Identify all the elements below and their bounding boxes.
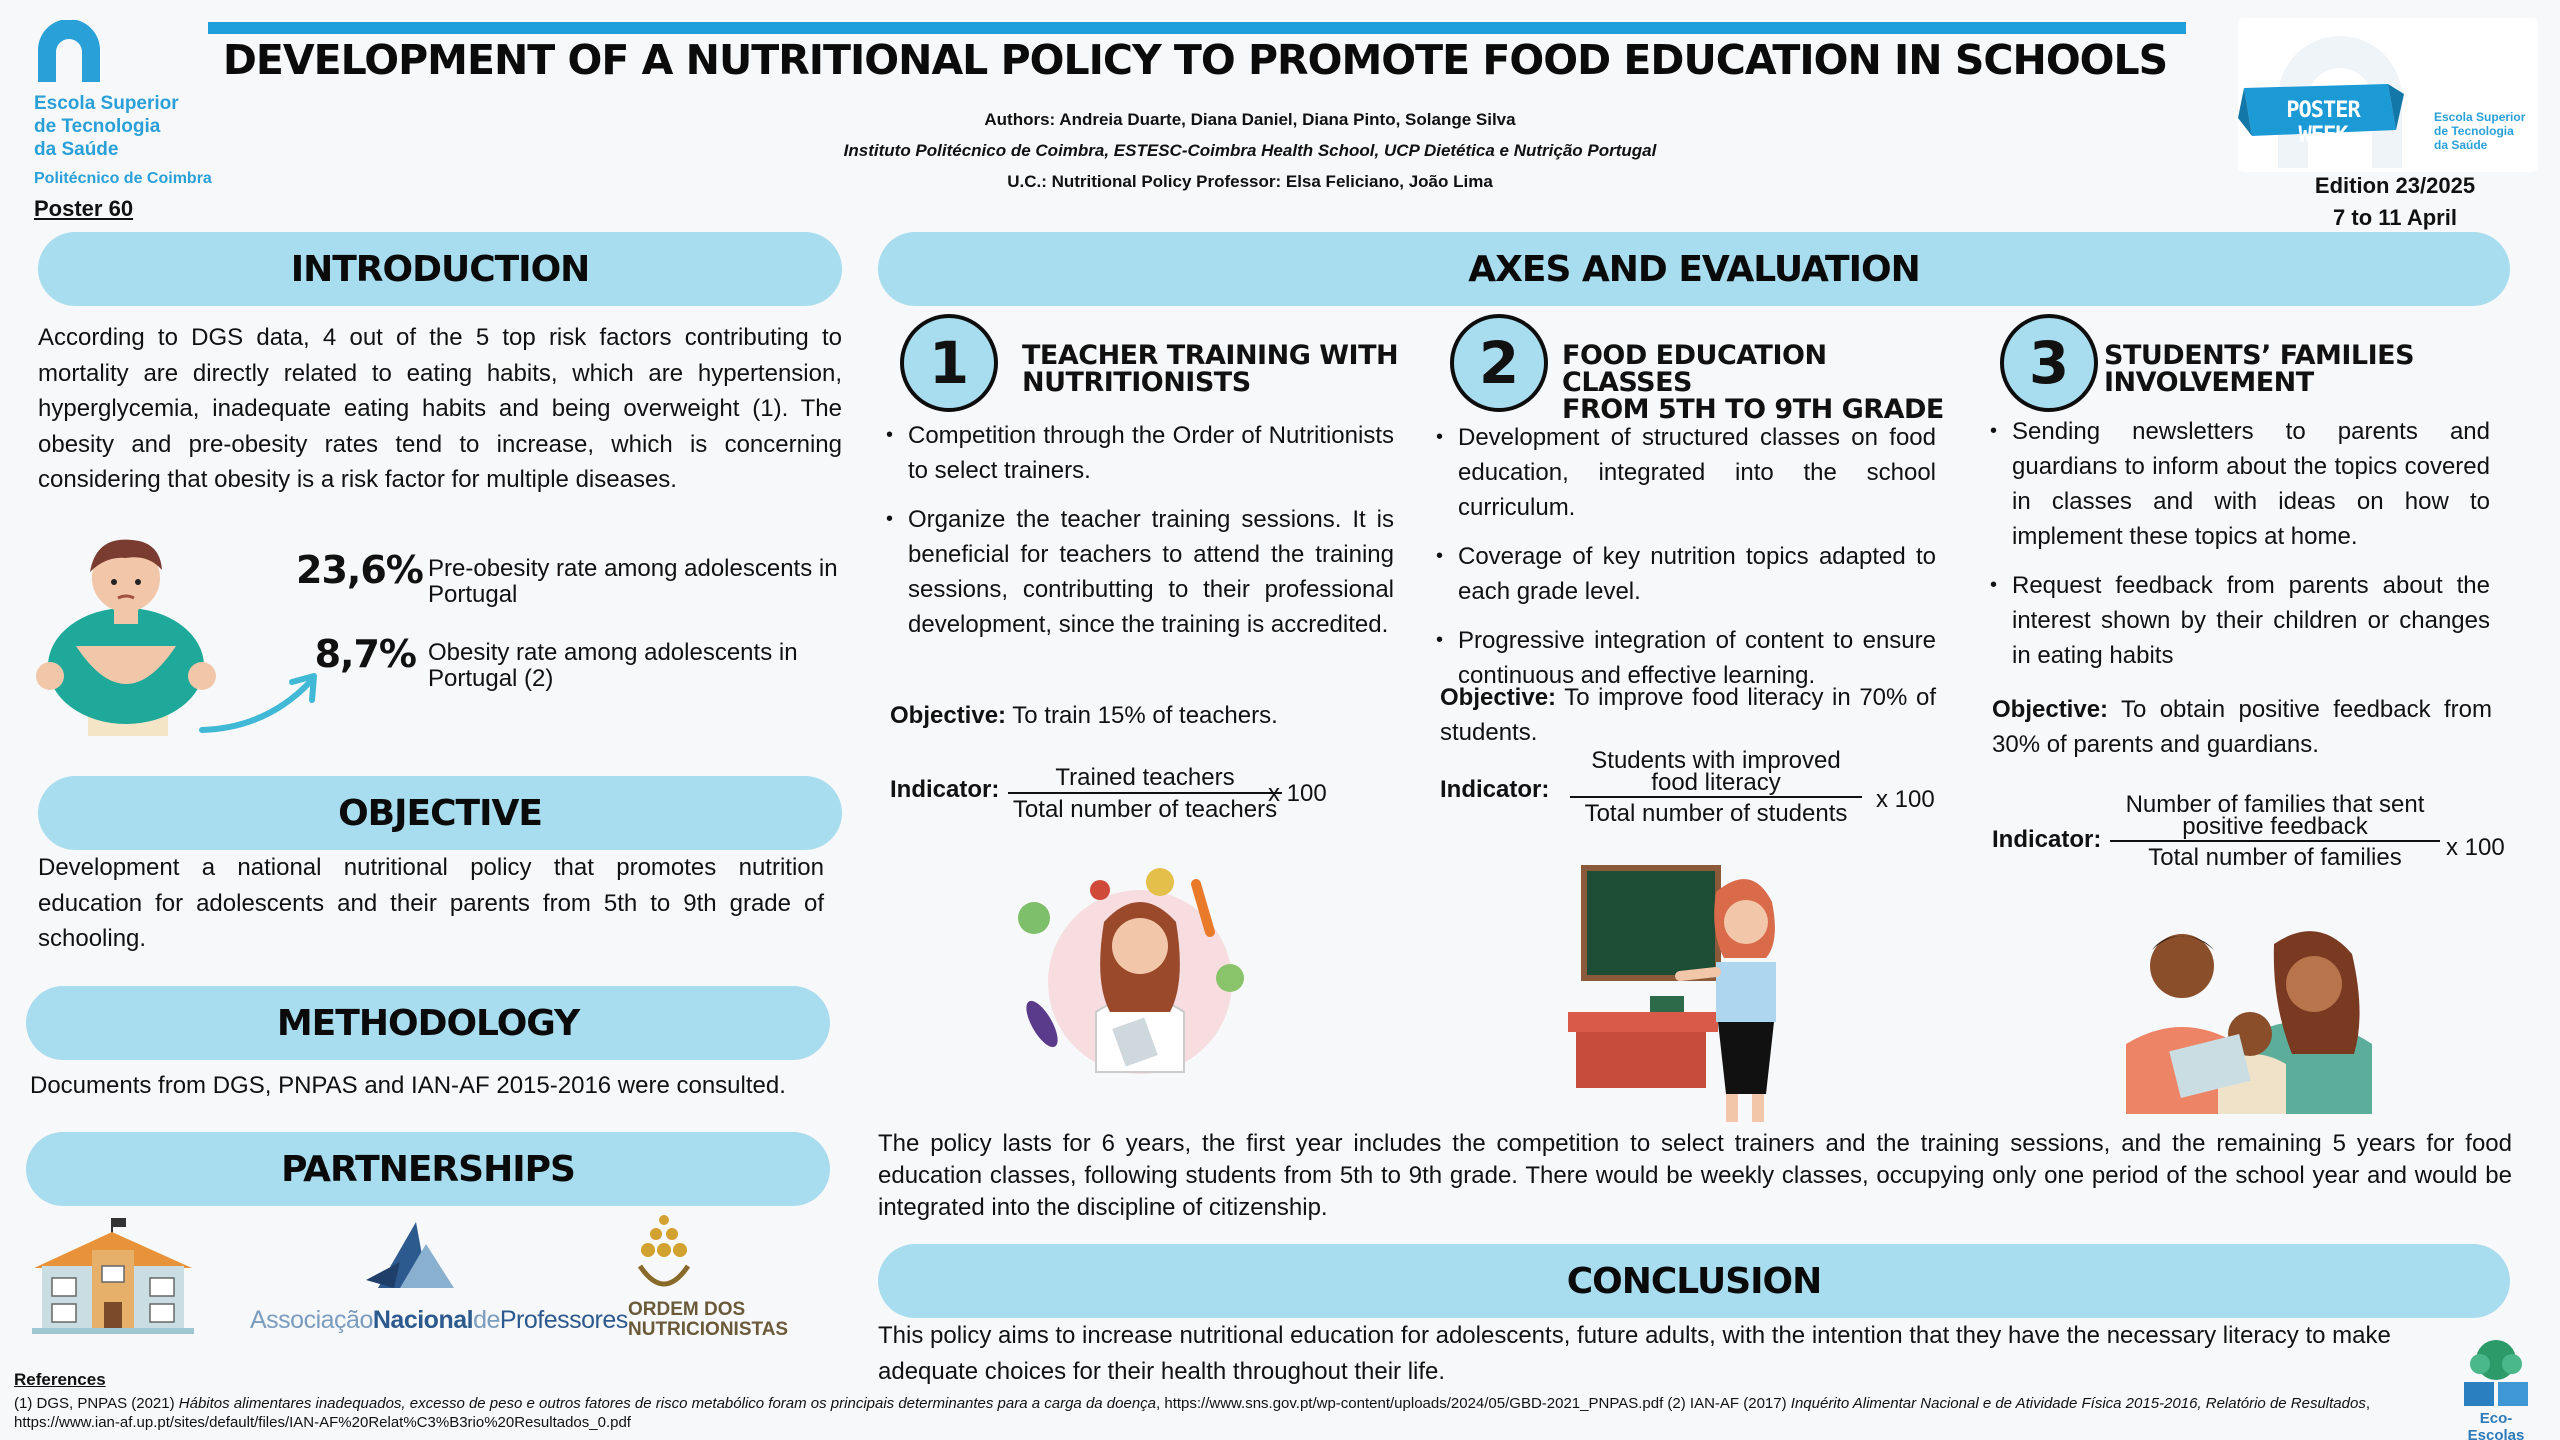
ordem-nutricionistas-logo (628, 1212, 798, 1342)
arrow-icon (196, 668, 326, 738)
polytechnic-name: Politécnico de Coimbra (34, 170, 212, 187)
estesc-logo-icon (34, 20, 104, 84)
poster-title: DEVELOPMENT OF A NUTRITIONAL POLICY TO PROMOTE FOOD EDUCATION IN SCHOOLS (222, 36, 2168, 84)
axis-3-number: 3 (2000, 314, 2098, 412)
institution-line: Instituto Politécnico de Coimbra, ESTESC-Coimbra Health School, UCP Dietética e Nutrição Portugal (843, 141, 1657, 160)
nutritionist-illustration (1000, 862, 1250, 1074)
poster-week-badge: POSTER WEEK (2286, 98, 2360, 148)
axis-2-number: 2 (1450, 314, 1548, 412)
conclusion-text: This policy aims to increase nutritional education for adolescents, future adults, with the intention that they have the necessary literacy to make adequate choices for their health throughout their life. (878, 1322, 2391, 1385)
pre-obesity-label: Pre-obesity rate among adolescents in Portugal (428, 555, 838, 608)
methodology-text: Documents from DGS, PNPAS and IAN-AF 2015-2016 were consulted. (30, 1072, 786, 1099)
poster-week-school: Escola Superior de Tecnologia da Saúde (2434, 110, 2526, 152)
axis-1-multiplier: x 100 (1268, 780, 1327, 807)
overweight-teen-illustration (36, 526, 216, 740)
axis-1-indicator-label: Indicator: (890, 776, 1000, 803)
references-heading: References (14, 1370, 106, 1389)
eco-escolas-label: Eco-Escolas (2467, 1410, 2525, 1440)
axis-3-title: STUDENTS’ FAMILIES INVOLVEMENT (2104, 340, 2415, 398)
conclusion-heading: CONCLUSION (878, 1244, 2510, 1318)
axis-3-objective: Objective: To obtain positive feedback from 30% of parents and guardians. (1992, 696, 2492, 758)
axis-2-indicator-label: Indicator: (1440, 776, 1550, 803)
list-item: • Sending newsletters to parents and guardians to inform about the topics covered in classes and with ideas on how to implement these topics at home. (1990, 414, 2490, 554)
axis-2-objective: Objective: To improve food literacy in 70% of students. (1440, 684, 1936, 746)
introduction-heading: INTRODUCTION (38, 232, 842, 306)
eco-escolas-logo (2456, 1338, 2536, 1440)
anp-logo-text: AssociaçãoNacionaldeProfessores (250, 1306, 628, 1334)
axis-2-title: FOOD EDUCATION CLASSES FROM 5TH TO 9TH GRADE (1562, 340, 1944, 425)
authors-line: Authors: Andreia Duarte, Diana Daniel, Diana Pinto, Solange Silva (984, 110, 1516, 129)
axes-heading: AXES AND EVALUATION (878, 232, 2510, 306)
axis-2-actions (1436, 420, 1936, 707)
list-item: • Coverage of key nutrition topics adapted to each grade level. (1436, 539, 1936, 609)
axis-2-multiplier: x 100 (1876, 786, 1935, 813)
objective-heading: OBJECTIVE (38, 776, 842, 850)
poster-week-logo (2238, 18, 2538, 172)
axis-1-objective: Objective: To train 15% of teachers. (890, 702, 1278, 729)
obesity-label: Obesity rate among adolescents in Portugal (2) (428, 639, 798, 692)
list-item: • Competition through the Order of Nutritionists to select trainers. (886, 418, 1394, 488)
header-accent-bar (208, 22, 2186, 34)
axis-1-title: TEACHER TRAINING WITH NUTRITIONISTS (1022, 340, 1399, 398)
school-building-icon (32, 1210, 194, 1334)
ordem-logo-text: ORDEM DOS NUTRICIONISTAS (628, 1299, 789, 1340)
axis-3-multiplier: x 100 (2446, 834, 2505, 861)
uc-line: U.C.: Nutritional Policy Professor: Elsa Feliciano, João Lima (1007, 172, 1493, 191)
axis-3-indicator-label: Indicator: (1992, 826, 2102, 853)
methodology-heading: METHODOLOGY (26, 986, 830, 1060)
poster-number: Poster 60 (34, 196, 134, 221)
obesity-rate: 8,7% (314, 632, 416, 676)
partnerships-heading: PARTNERSHIPS (26, 1132, 830, 1206)
estesc-logo-text: Escola Superior de Tecnologia da Saúde (34, 93, 179, 160)
introduction-text: According to DGS data, 4 out of the 5 top risk factors contributing to mortality are directly related to eating habits, which are hypertension, hyperglycemia, inadequate eating habits and being overweight (1). The obesity and pre-obesity rates tend to increase, which is concerning considering that obesity is a risk factor for multiple diseases. (38, 324, 842, 493)
axis-3-actions (1990, 414, 2490, 687)
list-item: • Organize the teacher training sessions. It is beneficial for teachers to attend the training sessions, contributting to their professional development, since the training is accredited. (886, 502, 1394, 642)
edition-info: Edition 23/2025 7 to 11 April (2314, 173, 2476, 230)
list-item: • Request feedback from parents about the interest shown by their children or changes in eating habits (1990, 568, 2490, 673)
references-text: (1) DGS, PNPAS (2021) Hábitos alimentares inadequados, excesso de peso e outros fatores de risco metabólico foram os principais determinantes para a carga da doença, https://www.sns.gov.pt/wp-content/uploads/2024/05/GBD-2021_PNPAS.pdf (2) IAN-AF (2017) Inquérito Alimentar Nacional e de Atividade Física 2015-2016, Relatório de Resultados, https://www.ian-af.up.pt/sites/default/files/IAN-AF%20Relat%C3%B3rio%20Resultados_0.pdf (14, 1395, 2371, 1431)
list-item: • Progressive integration of content to ensure continuous and effective learning. (1436, 623, 1936, 693)
family-illustration (2122, 914, 2382, 1114)
objective-text: Development a national nutritional policy that promotes nutrition education for adolescents and their parents from 5th to 9th grade of schooling. (38, 854, 824, 952)
axis-2-indicator-fraction: Students with improved food literacy Total number of students (1570, 750, 1862, 826)
teacher-illustration (1566, 862, 1826, 1126)
policy-duration-text: The policy lasts for 6 years, the first year includes the competition to select trainers and the training sessions, and the remaining 5 years for food education classes, following students from 5th to 9th grade. There would be weekly classes, occupying only one period of the school year and would be integrated into the discipline of citizenship. (878, 1130, 2512, 1221)
list-item: • Development of structured classes on food education, integrated into the school curriculum. (1436, 420, 1936, 525)
anp-logo (250, 1222, 628, 1342)
axis-3-indicator-fraction: Number of families that sent positive feedback Total number of families (2110, 794, 2440, 870)
axis-1-actions (886, 418, 1394, 656)
pre-obesity-rate: 23,6% (296, 548, 423, 592)
axis-1-indicator-fraction: Trained teachers Total number of teachers (1008, 766, 1282, 822)
axis-1-number: 1 (900, 314, 998, 412)
